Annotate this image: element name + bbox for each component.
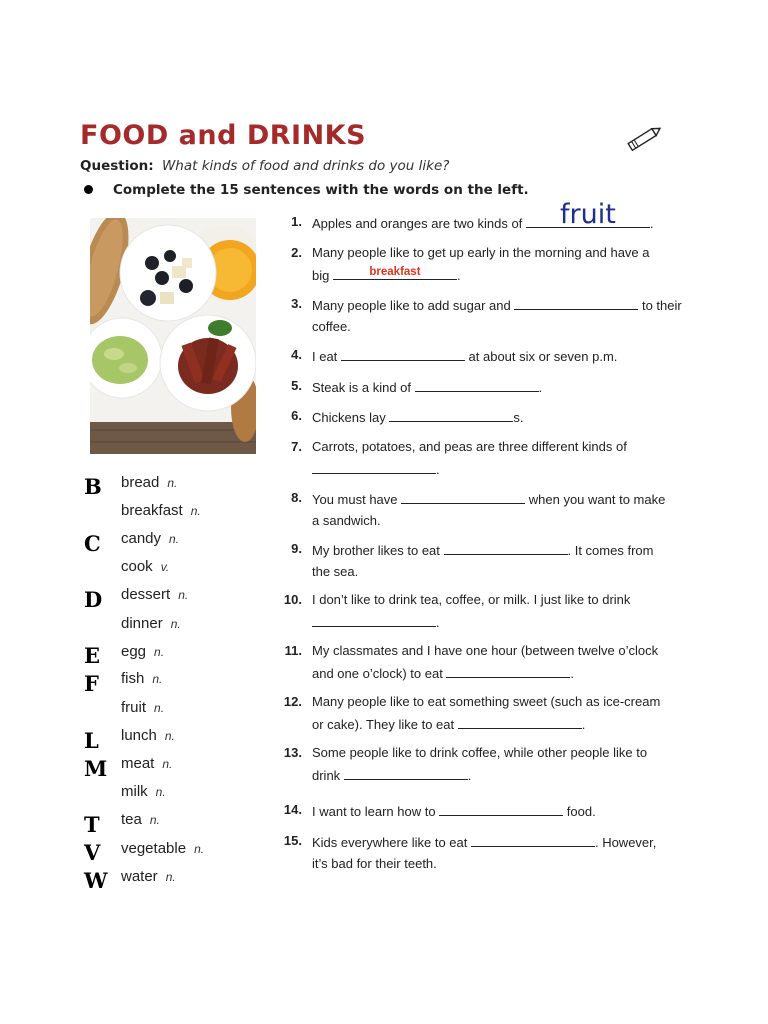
answer-blank[interactable] (341, 345, 465, 361)
alphabet-letter: M (84, 756, 108, 781)
answer-blank[interactable] (446, 662, 570, 678)
sentence-item: 10. I don’t like to drink tea, coffee, or milk. I just like to drink . (283, 592, 631, 630)
answer-blank[interactable] (439, 800, 563, 816)
answer-blank[interactable] (312, 611, 436, 627)
sentence-item: 6. Chickens lay s. (291, 408, 524, 425)
instruction-line (80, 182, 529, 198)
sentence-item: 9. My brother likes to eat . It comes from the sea. (291, 541, 654, 579)
alphabet-letter: E (84, 643, 101, 668)
answer-blank[interactable] (444, 539, 568, 555)
alphabet-letter: L (84, 728, 99, 753)
question-line (80, 158, 449, 174)
sentence-item: 3. Many people like to add sugar and to their coffee. (291, 296, 682, 334)
answer-blank[interactable] (344, 764, 468, 780)
word-bank-item: candy n. (121, 530, 180, 547)
alphabet-letter: C (84, 531, 101, 556)
pencil-icon (622, 124, 664, 154)
answer-blank[interactable] (415, 376, 539, 392)
word-bank-item: dinner n. (121, 615, 181, 632)
handwritten-answer: fruit (560, 199, 616, 230)
sentence-item: 1. Apples and oranges are two kinds of fruit . (291, 199, 654, 231)
answer-blank[interactable] (401, 488, 525, 504)
word-bank-item: dessert n. (121, 586, 189, 603)
question-text: What kinds of food and drinks do you like? (161, 158, 450, 174)
word-bank-item: milk n. (121, 783, 166, 800)
alphabet-letter: V (84, 840, 101, 865)
sentence-item: 12. Many people like to eat something sweet (such as ice-cream or cake). They like to eat . (283, 694, 661, 732)
typed-answer: breakfast (369, 265, 421, 278)
instruction-text: Complete the 15 sentences with the words on the left. (113, 182, 529, 198)
alphabet-letter: D (84, 587, 103, 612)
alphabet-letter: T (84, 812, 100, 837)
bullet-icon (84, 185, 93, 194)
word-bank-item: water n. (121, 868, 176, 885)
alphabet-letter: W (84, 868, 108, 893)
answer-blank[interactable] (312, 458, 436, 474)
food-photo (90, 218, 256, 454)
word-bank-item: breakfast n. (121, 502, 201, 519)
answer-blank[interactable] (514, 294, 638, 310)
question-label: Question: (80, 158, 154, 174)
word-bank-item: lunch n. (121, 727, 175, 744)
word-bank-item: cook v. (121, 558, 170, 575)
sentence-item: 11. My classmates and I have one hour (between twelve o’clock and one o’clock) to eat . (284, 643, 659, 681)
alphabet-letter: B (84, 474, 102, 499)
answer-blank[interactable] (389, 406, 513, 422)
answer-blank[interactable] (471, 831, 595, 847)
sentence-item: 8. You must have when you want to make a sandwich. (291, 490, 666, 528)
sentence-item: 14. I want to learn how to food. (283, 802, 596, 819)
sentence-item: 2. Many people like to get up early in the morning and have a big breakfast . (291, 245, 650, 283)
answer-blank[interactable] (458, 713, 582, 729)
sentence-item: 13. Some people like to drink coffee, while other people like to drink . (283, 745, 648, 783)
word-bank-item: bread n. (121, 474, 178, 491)
answer-blank[interactable] (526, 199, 650, 230)
page-title: FOOD and DRINKS (80, 120, 367, 151)
word-bank-item: vegetable n. (121, 840, 205, 857)
word-bank-item: fish n. (121, 670, 163, 687)
word-bank-item: meat n. (121, 755, 173, 772)
answer-blank[interactable] (333, 264, 457, 280)
word-bank-item: fruit n. (121, 699, 165, 716)
sentence-item: 15. Kids everywhere like to eat . However, it’s bad for their teeth. (283, 833, 657, 871)
word-bank-item: tea n. (121, 811, 160, 828)
word-bank-item: egg n. (121, 643, 165, 660)
sentence-item: 4. I eat at about six or seven p.m. (291, 347, 618, 364)
sentence-item: 5. Steak is a kind of . (291, 378, 543, 395)
alphabet-letter: F (84, 671, 99, 696)
sentence-item: 7. Carrots, potatoes, and peas are three different kinds of . (291, 439, 627, 477)
